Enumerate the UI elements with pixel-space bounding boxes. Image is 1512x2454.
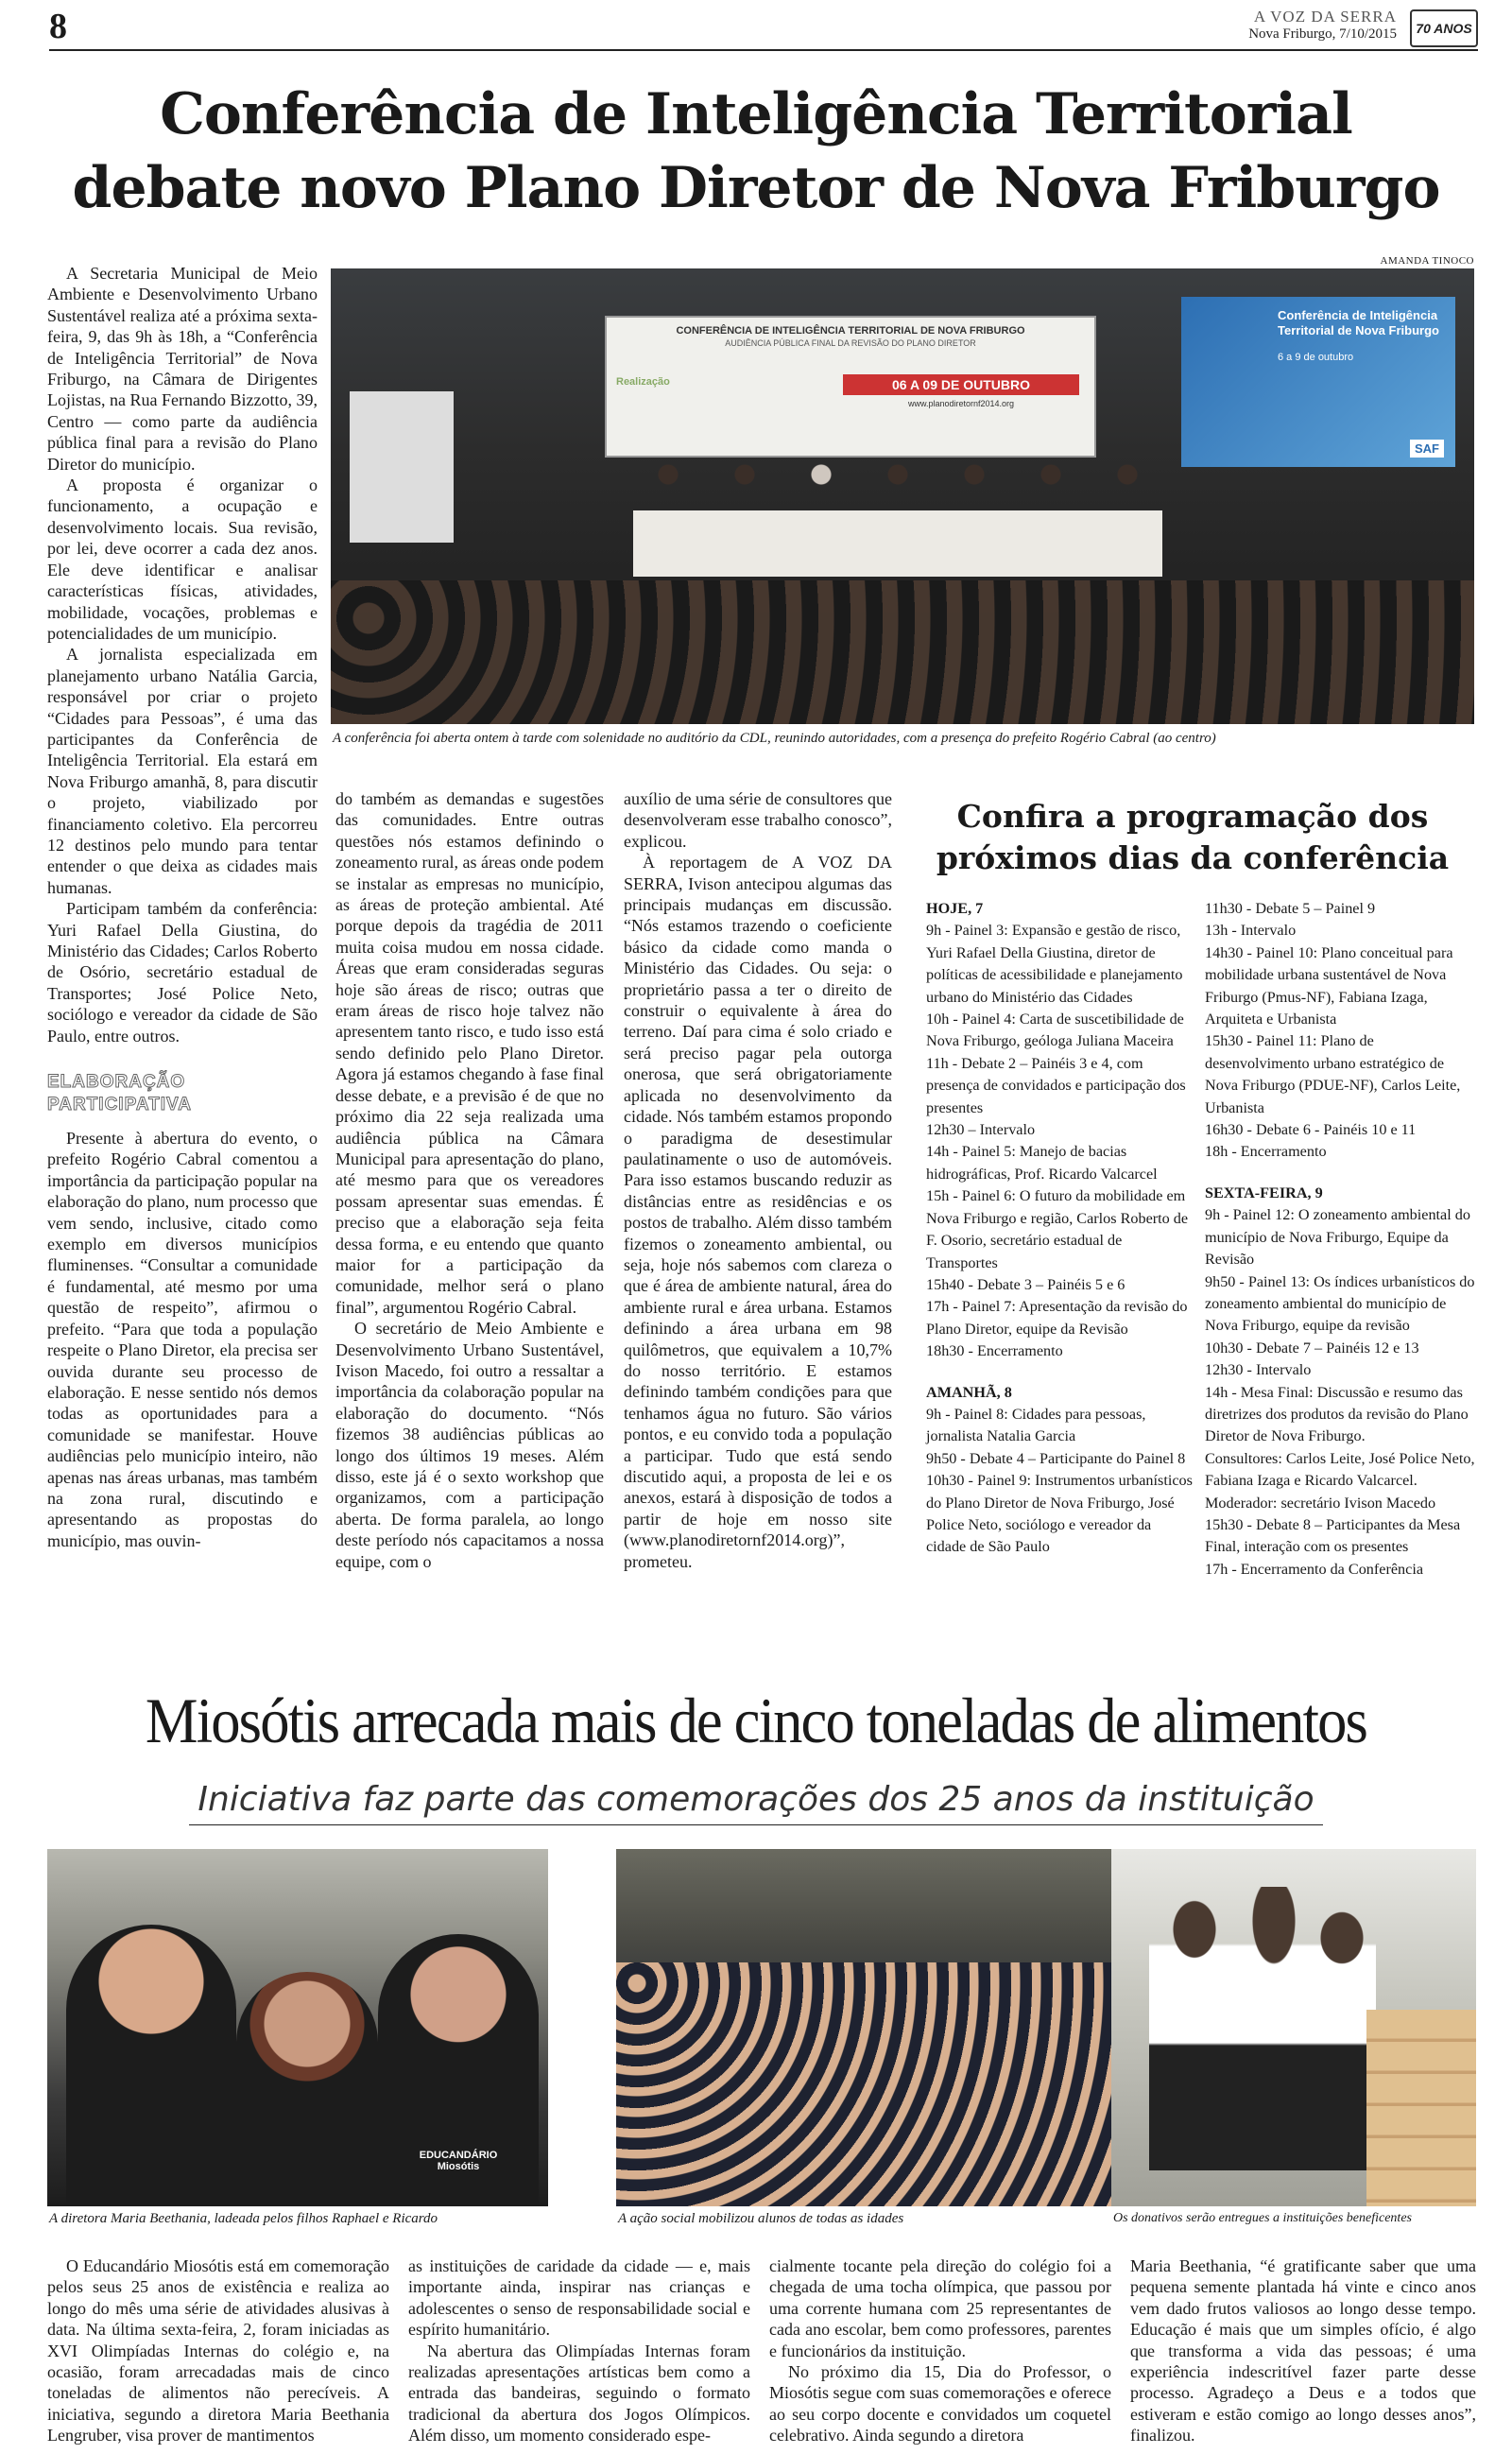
schedule-right-column xyxy=(1205,898,1476,1581)
article2-paragraph: O Educandário Miosótis está em comemoração pelos seus 25 anos de existência e realiza ao longo do mês uma série de atividades alusivas à data. Na última sexta-feira, 2, foram iniciadas as XVI Olimpíadas Internas do colégio e, na ocasião, foram arrecadadas mais de cinco toneladas de alimentos não perecíveis. A iniciativa, segundo a diretora Maria Beethania Lengruber, visa prover de mantimentos xyxy=(47,2256,389,2445)
article2-paragraph: as instituições de caridade da cidade — e, mais importante ainda, inspirar nas crianças e adolescentes o senso de responsabilidade social e espírito humanitário. xyxy=(408,2256,750,2340)
col3-paragraph: auxílio de uma série de consultores que desenvolveram esse trabalho conosco”, explicou. xyxy=(624,789,892,851)
projection-screen xyxy=(1181,297,1455,467)
page-number: 8 xyxy=(49,7,67,46)
schedule-item: 9h - Painel 3: Expansão e gestão de risco, Yuri Rafael Della Giustina, diretor de políticas de acessibilidade e planejamento urbano do Ministério das Cidades xyxy=(926,922,1183,1006)
article1-column-2 xyxy=(335,788,604,1572)
article2-paragraph: Maria Beethania, “é gratificante saber que uma pequena semente plantada há vinte e cinco anos vem dado frutos valiosos ao longo desse tempo. Educação é mais que um simples ofício, é algo que transforma a vida das pessoas; é uma experiência indescritível fazer parte desse processo. Agradeço a Deus e a todos que estiveram e estão comigo ao longo desses anos”, finalizou. xyxy=(1130,2256,1476,2445)
article2-column-2 xyxy=(408,2255,750,2446)
students-photo-caption: A ação social mobilizou alunos de todas as idades xyxy=(618,2211,904,2226)
photo-credit: AMANDA TINOCO xyxy=(1380,255,1474,267)
schedule-item: 14h - Mesa Final: Discussão e resumo das diretrizes dos produtos da revisão do Plano Diretor de Nova Friburgo. xyxy=(1205,1383,1469,1445)
article1-headline xyxy=(38,78,1474,225)
schedule-item: 10h - Painel 4: Carta de suscetibilidade de Nova Friburgo, geóloga Juliana Maceira xyxy=(926,1011,1184,1050)
subheadline-rule xyxy=(189,1824,1323,1825)
schedule-item: 17h - Encerramento da Conferência xyxy=(1205,1560,1424,1578)
schedule-day: AMANHÃ, 8 xyxy=(926,1383,1012,1401)
schedule-item: 9h - Painel 8: Cidades para pessoas, jornalista Natalia Garcia xyxy=(926,1405,1146,1445)
schedule-item: 17h - Painel 7: Apresentação da revisão do Plano Diretor, equipe da Revisão xyxy=(926,1298,1188,1338)
schedule-item: 12h30 – Intervalo xyxy=(926,1121,1036,1139)
col3-paragraph: À reportagem de A VOZ DA SERRA, Ivison antecipou algumas das principais mudanças em discussão. “Nós estamos trazendo o coeficiente básico da cidade como manda o Ministério das Cidades. Ou seja: o proprietário passa a ter o direito de construir o equivalente à área do terreno. Daí para cima é solo criado e será preciso pagar pela outorga onerosa, que será obrigatoriamente aplicada no desenvolvimento da cidade. Nós também estamos propondo o paradigma de desestimular paulatinamente o uso de automóveis. Para isso estamos buscando reduzir as distâncias entre as residências e os postos de trabalho. Além disso também fizemos o zoneamento ambiental, ou seja, hoje nós sabemos com clareza o que é área de ambiente natural, área do ambiente rural e área urbana. Estamos definindo a área urbana em 98 quilômetros, que equivalem a 10,7% do nosso território. E estamos definindo também condições para que tenhamos água no futuro. São vários pontos, e eu convido toda a população a participar. Tudo que está sendo discutido aqui, a proposta de lei e os anexos, estará à disposição de todos a partir de hoje em nosso site (www.planodiretornf2014.org)”, prometeu. xyxy=(624,853,892,1571)
col1-paragraph: Participam também da conferência: Yuri Rafael Della Giustina, do Ministério das Cidades; Carlos Roberto de Osório, secretário estadual de Transportes; José Police Neto, sociólogo e vereador da cidade de São Paulo, entre outros. xyxy=(47,899,318,1046)
screen-title: Conferência de Inteligência Territorial de Nova Friburgo xyxy=(1278,308,1439,337)
schedule-item: 9h50 - Painel 13: Os índices urbanísticos do zoneamento ambiental do município de Nova Friburgo, equipe da revisão xyxy=(1205,1272,1475,1335)
volunteers xyxy=(1149,1887,1376,2170)
screen-dates: 6 a 9 de outubro xyxy=(1278,352,1354,363)
schedule-item: 15h30 - Debate 8 – Participantes da Mesa Final, interação com os presentes xyxy=(1205,1515,1461,1556)
schedule-item: 18h30 - Encerramento xyxy=(926,1342,1063,1360)
schedule-day: HOJE, 7 xyxy=(926,900,984,917)
dateline: Nova Friburgo, 7/10/2015 xyxy=(1248,26,1397,42)
schedule-day: SEXTA-FEIRA, 9 xyxy=(1205,1184,1323,1201)
article2-column-4 xyxy=(1130,2255,1476,2446)
article2-subheadline: Iniciativa faz parte das comemorações dos 25 anos da instituição xyxy=(198,1780,1314,1819)
person-left xyxy=(66,1925,236,2206)
schedule-item: 15h30 - Painel 11: Plano de desenvolvimento urbano estratégico de Nova Friburgo (PDUE-NF), Carlos Leite, Urbanista xyxy=(1205,1032,1461,1116)
col2-paragraph: do também as demandas e sugestões das comunidades. Entre outras questões nós estamos definindo o zoneamento rural, as áreas onde podem se instalar as empresas no município, as áreas de proteção ambiental. Até porque depois da tragédia de 2011 muita coisa mudou em nossa cidade. Áreas que eram consideradas seguras hoje são áreas de risco; outras que eram áreas de risco hoje talvez não apresentem tanto risco, e tudo isso está sendo definido pelo Plano Diretor. Agora já estamos chegando à fase final desse debate, e a previsão é de que no próximo dia 22 seja realizada uma audiência pública na Câmara Municipal para apresentação do plano, até mesmo para que os vereadores possam apresentar suas emendas. É preciso que a elaboração seja feita dessa forma, e eu entendo que quanto maior for a participação da comunidade, melhor será o plano final”, argumentou Rogério Cabral. xyxy=(335,789,604,1317)
banner-left-label: Realização xyxy=(616,376,670,388)
schedule-item: 14h30 - Painel 10: Plano conceitual para mobilidade urbana sustentável de Nova Friburgo (Pmus-NF), Fabiana Izaga, Arquiteta e Urbanista xyxy=(1205,943,1453,1028)
person-center xyxy=(236,1972,378,2206)
article2-headline: Miosótis arrecada mais de cinco toneladas de alimentos xyxy=(145,1685,1367,1756)
left-screen xyxy=(350,391,454,543)
schedule-item: 11h - Debate 2 – Painéis 3 e 4, com presença de convidados e participação dos presentes xyxy=(926,1054,1186,1116)
schedule-title xyxy=(909,796,1476,879)
stage-banner xyxy=(605,316,1096,458)
anniversary-logo xyxy=(1410,9,1478,47)
screen-logo: SAF xyxy=(1410,440,1444,458)
col2-paragraph: O secretário de Meio Ambiente e Desenvolvimento Urbano Sustentável, Ivison Macedo, foi outro a ressaltar a importância da colaboração popular na elaboração do documento. “Nós fizemos 38 audiências públicas ao longo dos últimos 19 meses. Além disso, este já é o sexto workshop que organizamos, com a participação aberta. De forma paralela, ao longo deste período nós capacitamos a nossa equipe, com o xyxy=(335,1319,604,1571)
logo-text: 70 ANOS xyxy=(1416,21,1472,36)
schedule-item: 11h30 - Debate 5 – Painel 9 xyxy=(1205,900,1376,917)
schedule-item: 14h - Painel 5: Manejo de bacias hidrográficas, Prof. Ricardo Valcarcel xyxy=(926,1143,1158,1183)
schedule-item: 18h - Encerramento xyxy=(1205,1143,1327,1161)
schedule-item: Consultores: Carlos Leite, José Police Neto, Fabiana Izaga e Ricardo Valcarcel. xyxy=(1205,1449,1475,1490)
article2-paragraph: cialmente tocante pela direção do colégio foi a chegada de uma tocha olímpica, que passou por uma corrente humana com 25 representantes de cada ano escolar, bem como professores, parentes e funcionários da instituição. xyxy=(769,2256,1111,2360)
audience xyxy=(331,580,1474,724)
schedule-item: 13h - Intervalo xyxy=(1205,922,1297,940)
family-photo xyxy=(47,1849,548,2206)
schedule-left-column xyxy=(926,898,1193,1559)
schedule-item: Moderador: secretário Ivison Macedo xyxy=(1205,1494,1436,1512)
schedule-item: 9h50 - Debate 4 – Participante do Painel 8 xyxy=(926,1449,1186,1467)
headline-line-2: debate novo Plano Diretor de Nova Friburgo xyxy=(72,155,1440,221)
donations-photo-caption: Os donativos serão entregues a instituições beneficentes xyxy=(1113,2211,1412,2225)
schedule-item: 10h30 - Debate 7 – Painéis 12 e 13 xyxy=(1205,1339,1419,1357)
schedule-item: 10h30 - Painel 9: Instrumentos urbanísticos do Plano Diretor de Nova Friburgo, José Police Neto, sociólogo e vereador da cidade de São Paulo xyxy=(926,1472,1193,1556)
students-photo xyxy=(616,1849,1115,2206)
col1-paragraph: A jornalista especializada em planejamento urbano Natália Garcia, responsável por criar o projeto “Cidades para Pessoas”, é uma das participantes da Conferência de Inteligência Territorial. Ela estará em Nova Friburgo amanhã, 8, para discutir o projeto, viabilizado por financiamento coletivo. Ela percorreu 12 destinos pelo mundo para tentar entender o que deixa as cidades mais humanas. xyxy=(47,645,318,897)
schedule-item: 15h - Painel 6: O futuro da mobilidade em Nova Friburgo e região, Carlos Roberto de F. Osorio, secretário estadual de Transportes xyxy=(926,1187,1189,1271)
header-rule xyxy=(49,49,1478,51)
schedule-title-line-2: próximos dias da conferência xyxy=(936,839,1450,876)
food-bags xyxy=(1366,2010,1476,2206)
schedule-title-line-1: Confira a programação dos xyxy=(956,798,1429,835)
schedule-item: 15h40 - Debate 3 – Painéis 5 e 6 xyxy=(926,1275,1125,1293)
students-crowd xyxy=(616,1962,1115,2206)
article1-column-3 xyxy=(624,788,892,1572)
banner-subtitle: AUDIÊNCIA PÚBLICA FINAL DA REVISÃO DO PLANO DIRETOR xyxy=(725,338,976,348)
article2-paragraph: Na abertura das Olimpíadas Internas foram realizadas apresentações artísticas bem como a entrada das bandeiras, seguindo o formato tradicional da abertura dos Jogos Olímpicos. Além disso, um momento considerado espe- xyxy=(408,2341,750,2445)
col1-paragraph: A proposta é organizar o funcionamento, a ocupação e desenvolvimento locais. Sua revisão, por lei, deve ocorrer a cada dez anos. Ele deve identificar e analisar características físicas, atividades, mobilidade, vocações, problemas e potencialidades de um município. xyxy=(47,475,318,643)
donations-photo xyxy=(1111,1849,1476,2206)
schedule-item: 16h30 - Debate 6 - Painéis 10 e 11 xyxy=(1205,1121,1417,1139)
headline-line-1: Conferência de Inteligência Territorial xyxy=(160,81,1352,147)
article1-column-1 xyxy=(47,263,318,1551)
conference-photo-caption: A conferência foi aberta ontem à tarde com solenidade no auditório da CDL, reunindo autoridades, com a presença do prefeito Rogério Cabral (ao centro) xyxy=(333,731,1216,746)
banner-site: www.planodiretornf2014.org xyxy=(907,399,1015,408)
article2-column-1 xyxy=(47,2255,389,2446)
schedule-item: 12h30 - Intervalo xyxy=(1205,1361,1312,1379)
schedule-item: 9h - Painel 12: O zoneamento ambiental do município de Nova Friburgo, Equipe da Revisão xyxy=(1205,1206,1470,1269)
shirt-logo-text: EDUCANDÁRIO Miosótis xyxy=(419,2150,498,2172)
banner-dates: 06 A 09 DE OUTUBRO xyxy=(843,374,1079,395)
family-photo-caption: A diretora Maria Beethania, ladeada pelos filhos Raphael e Ricardo xyxy=(49,2211,438,2226)
panelists xyxy=(643,458,1153,514)
article2-paragraph: No próximo dia 15, Dia do Professor, o Miosótis segue com suas comemorações e oferece ao seu corpo docente e convidados um coquetel celebrativo. Ainda segundo a diretora xyxy=(769,2362,1111,2445)
masthead: A VOZ DA SERRA xyxy=(1253,8,1397,26)
subhead-elaboracao: ELABORAÇÃO PARTICIPATIVA xyxy=(47,1072,193,1115)
conference-photo xyxy=(331,268,1474,724)
col1-paragraph: A Secretaria Municipal de Meio Ambiente e Desenvolvimento Urbano Sustentável realiza até a próxima sexta-feira, 9, das 9h às 18h, a “Conferência de Inteligência Territorial” de Nova Friburgo, na Câmara de Dirigentes Lojistas, na Rua Fernando Bizzotto, 39, Centro — como parte da audiência pública final para a revisão do Plano Diretor do município. xyxy=(47,264,318,474)
col1-paragraph: Presente à abertura do evento, o prefeito Rogério Cabral comentou a importância da participação popular na elaboração do plano, num processo que vem sendo, inclusive, citado como exemplo em diversos municípios fluminenses. “Consultar a comunidade é fundamental, até mesmo por uma questão de respeito”, afirmou o prefeito. “Para que toda a população respeite o Plano Diretor, ela precisa ser ouvida durante seu processo de elaboração. E nesse sentido nós demos todas as oportunidades para a comunidade se manifestar. Houve audiências pelo município inteiro, não apenas nas áreas urbanas, mas também na zona rural, discutindo e apresentando as propostas do município, mas ouvin- xyxy=(47,1129,318,1550)
banner-title: CONFERÊNCIA DE INTELIGÊNCIA TERRITORIAL DE NOVA FRIBURGO xyxy=(676,325,1025,337)
panel-table xyxy=(633,510,1162,577)
article2-column-3 xyxy=(769,2255,1111,2446)
